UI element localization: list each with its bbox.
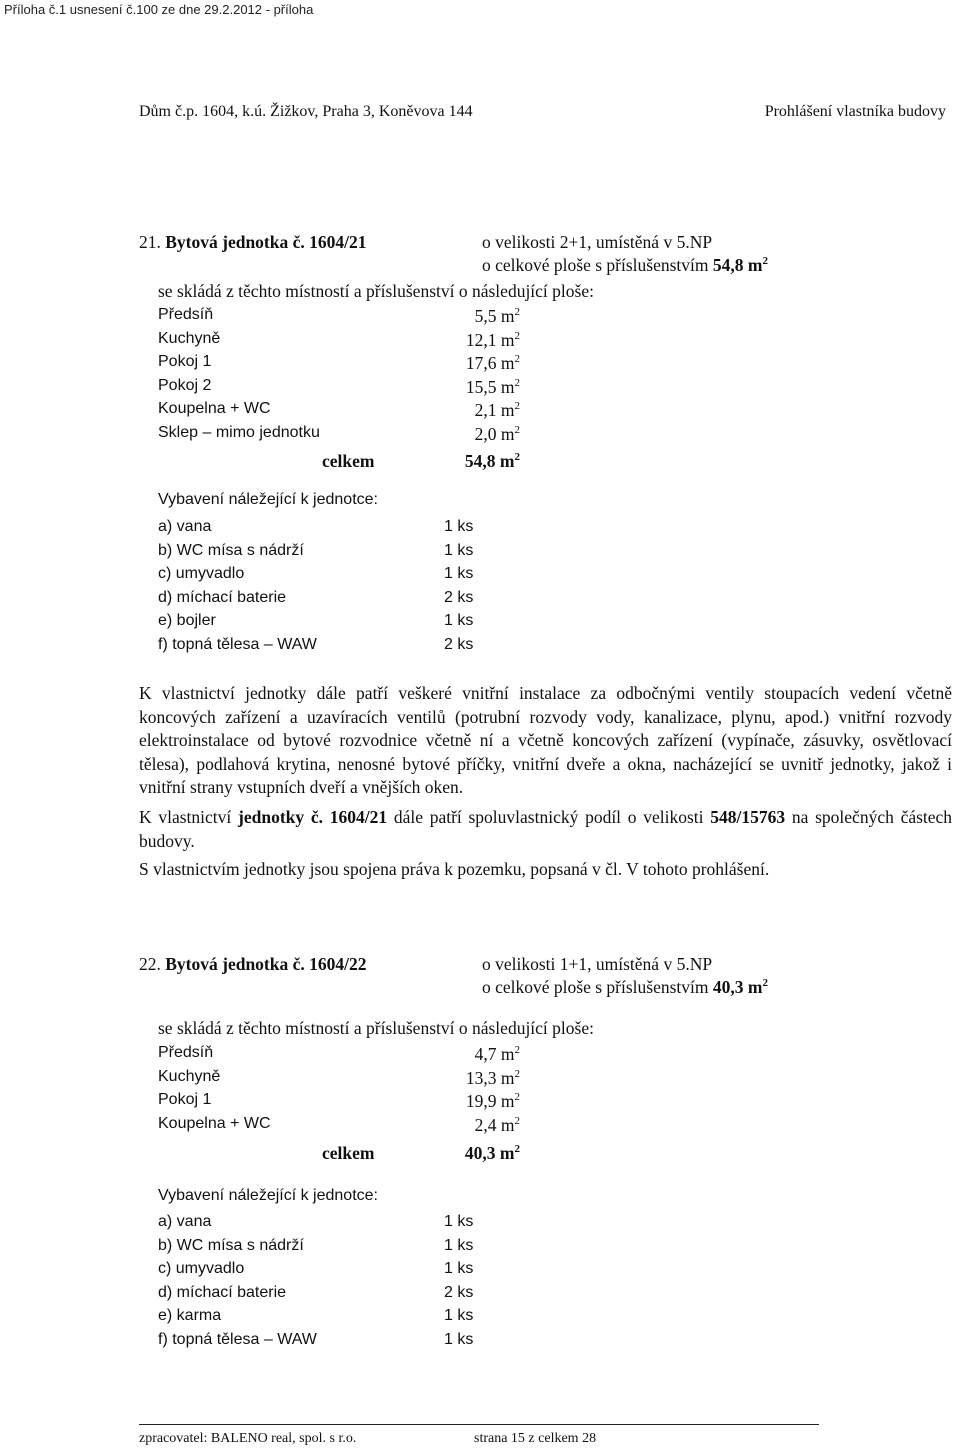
unit-22-rooms-intro: se skládá z těchto místností a příslušenství o následující ploše: (158, 1018, 594, 1038)
unit-21-equipment-intro: Vybavení náležející k jednotce: (158, 491, 378, 508)
unit-21-heading (139, 232, 367, 253)
attachment-note: Příloha č.1 usnesení č.100 ze dne 29.2.2012 - příloha (4, 2, 314, 17)
unit-21-equipment-name: f) topná tělesa – WAW (158, 635, 317, 653)
unit-21-room-area-text: 17,6 m (465, 353, 515, 373)
share-text-c: dále patří spoluvlastnický podíl o velikosti (393, 807, 704, 827)
unit-21-room-area: 15,5 $m^2$ (465, 376, 520, 397)
unit-22-room-name: Předsíň (158, 1044, 214, 1061)
share-text-e: na společných částech budovy. (139, 807, 953, 851)
unit-21-area-value: 54,8 m (712, 255, 763, 275)
unit-21-room-area-text: 15,5 m (465, 376, 515, 397)
unit-21-title: Bytová jednotka č. 1604/21 (165, 232, 367, 252)
footer-page-number: strana 15 z celkem 28 (474, 1431, 597, 1446)
unit-21-total-value-text: 54,8 m (464, 451, 515, 471)
unit-22-total-value-text: 40,3 m (464, 1143, 515, 1163)
unit-22-equipment-qty: 1 ks (444, 1213, 474, 1230)
share-text-a: K vlastnictví (139, 807, 232, 827)
unit-21-room-name: Sklep – mimo jednotku (158, 423, 320, 441)
unit-21-area-prefix: o celkové ploše s příslušenstvím (482, 255, 709, 275)
unit-21-room-area: 17,6 $m^2$ (465, 353, 520, 373)
header-doc-title: Prohlášení vlastníka budovy (764, 103, 946, 120)
unit-22-heading (139, 954, 367, 975)
unit-22-equipment-name: a) vana (158, 1213, 212, 1230)
unit-22-room-area: 2,4 $m^2$ (474, 1114, 520, 1135)
unit-21-equipment-qty: 2 ks (444, 588, 474, 606)
unit-22-title: Bytová jednotka č. 1604/22 (165, 954, 367, 974)
unit-22-room-area: 13,3 $m^2$ (465, 1067, 520, 1088)
unit-21-equipment-qty: 1 ks (444, 565, 474, 582)
unit-22-area: o celkové ploše s příslušenstvím 40,3 $m^2$ (482, 977, 768, 997)
unit-22-equipment-name: f) topná tělesa – WAW (158, 1330, 317, 1348)
unit-21-equipment-name: b) WC mísa s nádrží (158, 541, 304, 559)
unit-21-room-area-text: 2,1 m (474, 400, 515, 420)
unit-22-room-area: 19,9 $m^2$ (465, 1091, 520, 1111)
unit-22-number: 22. (139, 954, 161, 974)
unit-21-equipment-name: a) vana (158, 518, 212, 535)
unit-21-room-name: Pokoj 1 (158, 353, 212, 370)
unit-22-room-area-text: 13,3 m (465, 1067, 515, 1088)
unit-22-size: o velikosti 1+1, umístěná v 5.NP (482, 954, 713, 974)
unit-21-equipment-qty: 1 ks (444, 541, 474, 559)
unit-22-room-name: Pokoj 1 (158, 1091, 212, 1108)
unit-22-area-value: 40,3 m (712, 977, 763, 997)
share-unit-id: jednotky č. 1604/21 (238, 807, 388, 827)
unit-22-area-prefix: o celkové ploše s příslušenstvím (482, 977, 709, 997)
unit-21-room-area: 12,1 $m^2$ (465, 329, 520, 350)
unit-21-room-name: Kuchyně (158, 329, 221, 347)
unit-21-rooms-intro: se skládá z těchto místností a příslušenství o následující ploše: (158, 281, 594, 301)
unit-22-equipment-qty: 1 ks (444, 1307, 474, 1324)
footer-divider (139, 1424, 819, 1425)
unit-21-area: o celkové ploše s příslušenstvím 54,8 $m^2$ (482, 255, 768, 275)
footer-author: zpracovatel: BALENO real, spol. s r.o. (139, 1431, 357, 1446)
unit-21-room-name: Předsíň (158, 306, 214, 323)
unit-22-room-area-text: 2,4 m (474, 1114, 515, 1135)
unit-21-room-name: Koupelna + WC (158, 400, 271, 417)
unit-21-room-name: Pokoj 2 (158, 376, 212, 394)
unit-22-equipment-intro: Vybavení náležející k jednotce: (158, 1187, 378, 1204)
unit-21-equipment-qty: 1 ks (444, 612, 474, 629)
unit-22-total-value: 40,3 $m^2$ (464, 1143, 520, 1163)
unit-21-room-area-text: 5,5 m (474, 306, 515, 326)
unit-21-equipment-name: d) míchací baterie (158, 588, 287, 606)
unit-22-room-area-text: 19,9 m (465, 1091, 515, 1111)
unit-21-equipment-name: c) umyvadlo (158, 565, 245, 582)
unit-21-room-area-text: 2,0 m (474, 423, 515, 444)
unit-21-equipment-name: e) bojler (158, 612, 216, 629)
unit-22-equipment-qty: 1 ks (444, 1330, 474, 1348)
unit-22-equipment-qty: 1 ks (444, 1260, 474, 1277)
unit-22-room-area-text: 4,7 m (474, 1044, 515, 1064)
unit-21-ownership-paragraph: K vlastnictví jednotky dále patří veškeré vnitřní instalace za odbočnými ventily stoupacích vedení včetně koncových zařízení a uzavíracích ventilů (potrubní rozvody vody, kanalizace, plynu, apod.) vnitřní rozvody elektroinstalace od bytové rozvodnice včetně ní a včetně koncových zařízení (vypínače, zásuvky, osvětlovací tělesa), podlahová krytina, nenosné bytové příčky, vnitřní dveře a okna, nacházející se uvnitř jednotky, jakož i vnitřní strany vstupních dveří a vnějších oken. (139, 683, 952, 797)
unit-21-size: o velikosti 2+1, umístěná v 5.NP (482, 232, 713, 252)
unit-22-equipment-qty: 2 ks (444, 1283, 474, 1301)
unit-21-total-value: 54,8 $m^2$ (464, 451, 520, 471)
unit-22-room-name: Koupelna + WC (158, 1114, 271, 1132)
unit-21-share-paragraph (139, 806, 952, 853)
unit-22-room-area: 4,7 $m^2$ (474, 1044, 520, 1064)
unit-22-equipment-name: e) karma (158, 1307, 222, 1324)
unit-21-total-label: celkem (322, 451, 375, 471)
unit-21-room-area-text: 12,1 m (465, 329, 515, 350)
unit-22-equipment-name: d) míchací baterie (158, 1283, 287, 1301)
unit-22-total-label: celkem (322, 1143, 375, 1163)
unit-21-land-paragraph: S vlastnictvím jednotky jsou spojena práva k pozemku, popsaná v čl. V tohoto prohlášení. (139, 859, 770, 879)
unit-22-room-name: Kuchyně (158, 1067, 221, 1085)
unit-21-room-area: 2,0 $m^2$ (474, 423, 520, 444)
share-fraction: 548/15763 (710, 807, 786, 827)
unit-22-equipment-qty: 1 ks (444, 1236, 474, 1254)
unit-21-equipment-qty: 2 ks (444, 635, 474, 653)
unit-21-number: 21. (139, 232, 161, 252)
unit-22-equipment-name: c) umyvadlo (158, 1260, 245, 1277)
unit-22-equipment-name: b) WC mísa s nádrží (158, 1236, 304, 1254)
header-address: Dům č.p. 1604, k.ú. Žižkov, Praha 3, Koněvova 144 (139, 103, 473, 120)
unit-21-equipment-qty: 1 ks (444, 518, 474, 535)
unit-21-room-area: 5,5 $m^2$ (474, 306, 520, 326)
unit-21-room-area: 2,1 $m^2$ (474, 400, 520, 420)
